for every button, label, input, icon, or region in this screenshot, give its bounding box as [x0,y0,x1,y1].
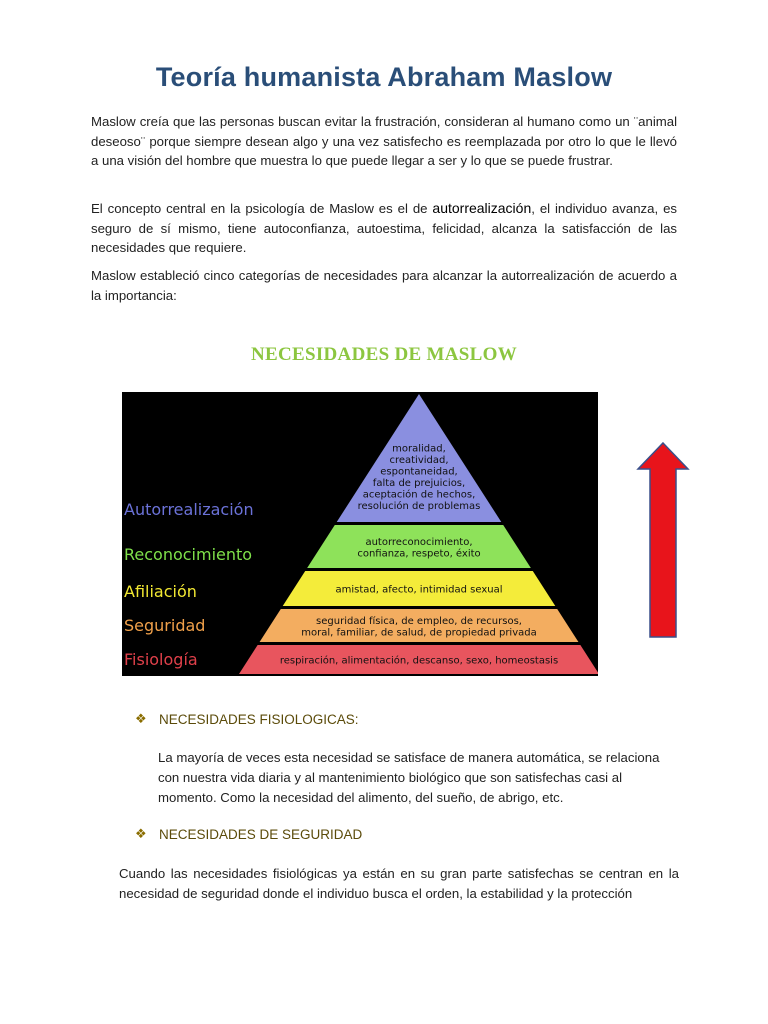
maslow-pyramid-figure [122,392,598,676]
pyramid-level-text: aceptación de hechos, [362,489,476,501]
concept-text-before: El concepto central en la psicología de Maslow es el de [91,201,433,216]
pyramid-heading: NECESIDADES DE MASLOW [250,344,518,365]
pyramid-level-text: confianza, respeto, éxito [357,548,481,560]
section-heading-seguridad [135,826,362,842]
section-heading-label: NECESIDADES FISIOLOGICAS: [159,711,359,727]
section-heading-label: NECESIDADES DE SEGURIDAD [159,826,363,842]
concept-paragraph [91,199,677,258]
concept-keyword: autorrealización [432,200,532,216]
pyramid-side-label: Autorrealización [124,500,254,519]
pyramid-side-label: Seguridad [124,616,206,635]
document-title: Teoría humanista Abraham Maslow [155,62,613,92]
section-heading-fisiologicas [135,711,359,727]
pyramid-level-text: respiración, alimentación, descanso, sexo, homeostasis [279,655,559,667]
categories-paragraph: Maslow estableció cinco categorías de necesidades para alcanzar la autorrealización de acuerdo a la importancia: [91,268,677,303]
pyramid-side-label: Afiliación [124,582,197,601]
pyramid-level-text: moralidad, [392,443,446,455]
concept-text-after: , el individuo avanza, es seguro de sí mismo, tiene autoconfianza, autoestima, felicidad, alcanza la satisfacción de las necesidades que requiere. [91,201,677,255]
pyramid-side-label: Reconocimiento [124,545,253,564]
diamond-bullet-icon: ❖ [135,711,147,726]
pyramid-level-text: autorreconocimiento, [365,536,473,548]
pyramid-level-text: moral, familiar, de salud, de propiedad privada [301,627,537,639]
pyramid-level-text: espontaneidad, [380,466,458,478]
pyramid-level-text: resolución de problemas [357,500,481,512]
pyramid-side-label: Fisiología [124,650,198,669]
fisiologicas-paragraph: La mayoría de veces esta necesidad se satisface de manera automática, se relaciona con nuestra vida diaria y al mantenimiento biológico que son satisfechas casi al momento. Como la necesidad del alimento, del sueño, de abrigo, etc. [158,750,660,805]
diamond-bullet-icon: ❖ [135,826,147,841]
pyramid-level-text: seguridad física, de empleo, de recursos, [316,615,522,627]
seguridad-paragraph: Cuando las necesidades fisiológicas ya están en su gran parte satisfechas se centran en la necesidad de seguridad donde el individuo busca el orden, la estabilidad y la protección [119,866,679,901]
pyramid-level-text: creatividad, [389,454,449,466]
pyramid-level-text: amistad, afecto, intimidad sexual [335,584,503,596]
intro-paragraph: Maslow creía que las personas buscan evitar la frustración, consideran al humano como un ¨animal deseoso¨ porque siempre desean algo y una vez satisfecho es reemplazada por otro lo que le llevó a una visión del hombre que muestra lo que puede llegar a ser y lo que se puede frustrar. [91,114,677,168]
maslow-pyramid [122,392,598,676]
up-arrow-icon [636,441,690,646]
pyramid-level-text: falta de prejuicios, [372,477,466,489]
